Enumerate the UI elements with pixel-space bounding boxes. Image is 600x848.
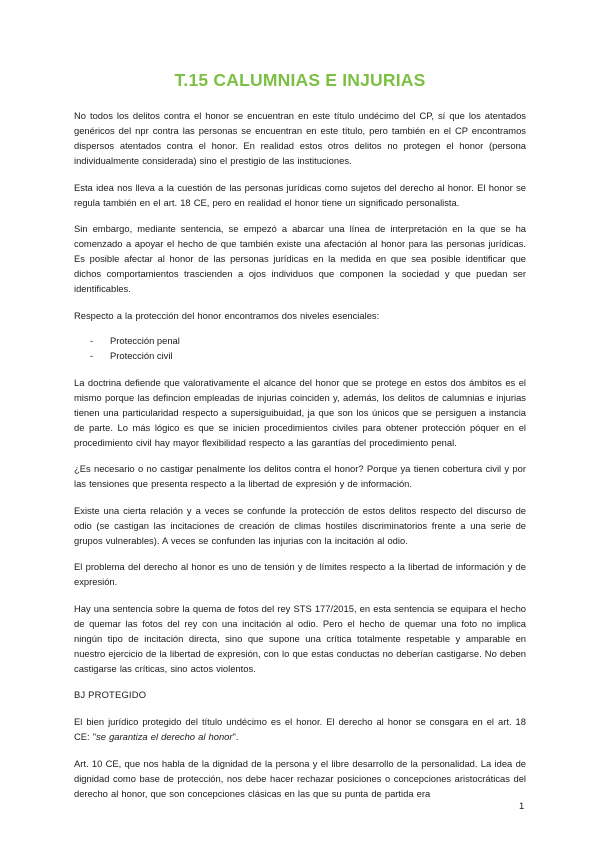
section-heading: BJ PROTEGIDO [74, 689, 147, 700]
paragraph-problem: El problema del derecho al honor es uno de tensión y de límites respecto a la libertad de información y de expresión. [74, 561, 526, 587]
protection-levels-list [74, 333, 526, 363]
document-title: T.15 CALUMNIAS E INJURIAS [174, 70, 426, 90]
paragraph-legal-persons: Esta idea nos lleva a la cuestión de las personas jurídicas como sujetos del derecho al honor. El honor se regula también en el art. 18 CE, pero en realidad el honor tiene un significado personalista. [74, 181, 526, 208]
list-item [74, 348, 526, 363]
paragraph-sentence: Hay una sentencia sobre la quema de fotos del rey STS 177/2015, en esta sentencia se equipara el hecho de quemar las fotos del rey con una incitación al odio. Pero el hecho de quemar una foto no implica ningún tipo de incitación directa, sino que supone una crítica totalmente respetable y amparable en nuestro ejercicio de la libertad de expresión, con lo que estas conductas no deberían castigarse. No deben castigarse las críticas, sino actos violentos. [74, 602, 526, 674]
list-item [74, 333, 526, 348]
paragraph-legal-good-end: ". [232, 731, 239, 742]
paragraph-jurisprudence: Sin embargo, mediante sentencia, se empezó a abarcar una línea de interpretación en la que se ha comenzado a apoyar el hecho de que también existe una afectación al honor para las personas jurídicas. Es posible afectar al honor de las personas jurídicas en la medida en que sea posible identificar que dichos comportamientos trascienden a ojos individuos que componen la sociedad y que puedan ser identificables. [74, 223, 526, 294]
constitution-quote: se garantiza el derecho al honor [96, 731, 233, 742]
paragraph-doctrine: La doctrina defiende que valorativamente el alcance del honor que se protege en estos dos ámbitos es el mismo porque las defincion empleadas de injurias coinciden y, además, los delitos de calumnias e injurias tienen una particularidad respecto a supersiguibuidad, ja que son los únicos que se persiguen a instancia de parte. Lo más lógico es que se inicien procedimientos civiles para obtener protección póquer en el procedimiento civil hay mayor flexibilidad respecto a las garantías del procedimiento penal. [74, 376, 526, 448]
page-number: 1 [519, 800, 525, 811]
paragraph-intro: No todos los delitos contra el honor se encuentran en este título undécimo del CP, sí que los atentados genéricos del npr contra las personas se encuentran en este título, pero también en el CP encontramos dispersos atentados contra el honor. En realidad estos otros delitos no protegen el honor (persona individualmente considerada) sino el prestigio de las instituciones. [74, 110, 526, 166]
paragraph-dignity: Art. 10 CE, que nos habla de la dignidad de la persona y el libre desarrollo de la personalidad. La idea de dignidad como base de protección, nos debe hacer rechazar posiciones o concepciones aristocráticas del derecho al honor, que son concepciones clásicas en las que su punta de partida era [74, 757, 526, 799]
paragraph-hate-speech: Existe una cierta relación y a veces se confunde la protección de estos delitos respecto del discurso de odio (se castigan las incitaciones de creación de climas hostiles discriminatorios frente a una serie de grupos vulnerables). A veces se confunden las injurias con la incitación al odio. [74, 504, 526, 546]
paragraph-legal-good [74, 714, 526, 744]
paragraph-protection-levels: Respecto a la protección del honor encontramos dos niveles esenciales: [74, 309, 380, 321]
list-dash: - [90, 334, 94, 346]
list-item-label: Protección penal [110, 334, 180, 346]
paragraph-question: ¿Es necesario o no castigar penalmente los delitos contra el honor? Porque ya tienen cobertura civil y por las tensiones que presenta respecto a la libertad de expresión y de información. [74, 463, 526, 489]
paragraph-legal-good-text: El bien jurídico protegido del título undécimo es el honor. El derecho al honor se consgara en el art. 18 CE: " [74, 716, 526, 742]
document-body [74, 108, 526, 812]
list-dash: - [90, 349, 94, 361]
list-item-label: Protección civil [110, 349, 173, 361]
